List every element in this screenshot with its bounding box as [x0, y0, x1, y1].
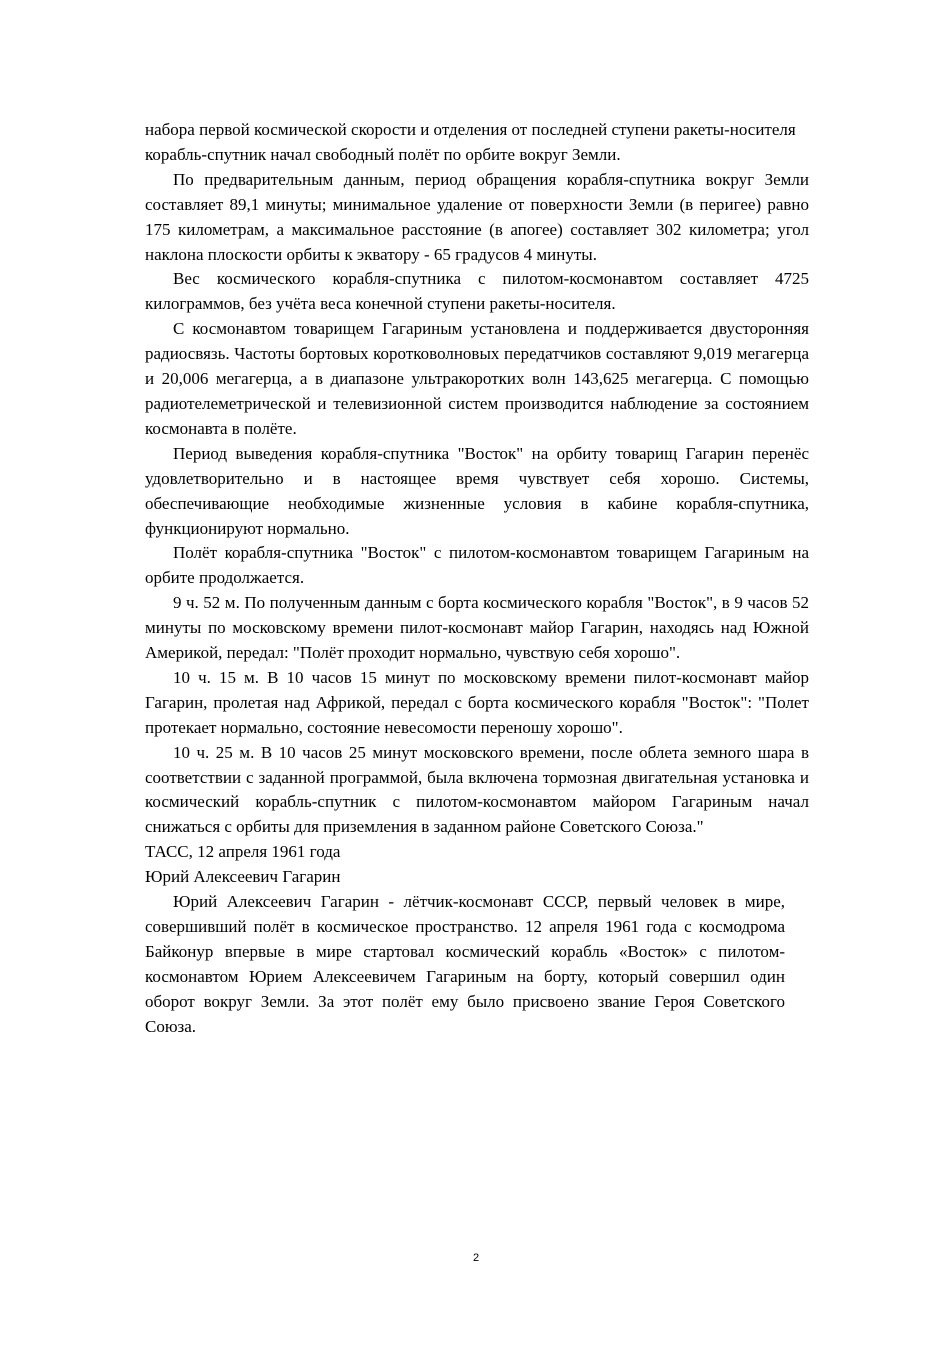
paragraph-report-1025: 10 ч. 25 м. В 10 часов 25 минут московского времени, после облета земного шара в соответствии с заданной программой, была включена тормозная двигательная установка и космический корабль-спутник с пилотом-космонавтом майором Гагариным начал снижаться с орбиты для приземления в заданном районе Советского Союза.": [145, 742, 809, 837]
paragraph-flight-continues: Полёт корабля-спутника "Восток" с пилотом-космонавтом товарищем Гагариным на орбите продолжается.: [145, 543, 809, 588]
biography-paragraph: Юрий Алексеевич Гагарин - лётчик-космонавт СССР, первый человек в мире, совершивший полёт в космическое пространство. 12 апреля 1961 года с космодрома Байконур впервые в мире стартовал космический корабль «Восток» с пилотом-космонавтом Юрием Алексеевичем Гагариным на борту, который совершил один оборот вокруг Земли. За этот полёт ему было присвоено звание Героя Советского Союза.: [145, 892, 785, 1036]
paragraph-report-1015: 10 ч. 15 м. В 10 часов 15 минут по московскому времени пилот-космонавт майор Гагарин, пролетая над Африкой, передал с борта космического корабля "Восток": "Полет протекает нормально, состояние невесомости переношу хорошо".: [145, 667, 809, 737]
paragraph-spacecraft-weight: Вес космического корабля-спутника с пилотом-космонавтом составляет 4725 килограммов, без учёта веса конечной ступени ракеты-носителя.: [145, 269, 809, 314]
paragraph-orbit-parameters: По предварительным данным, период обращения корабля-спутника вокруг Земли составляет 89,1 минуты; минимальное удаление от поверхности Земли (в перигее) равно 175 километрам, а максимальное расстояние (в апогее) составляет 302 километра; угол наклона плоскости орбиты к экватору - 65 градусов 4 минуты.: [145, 169, 809, 264]
page-number: 2: [472, 1252, 480, 1264]
paragraph-continuation: набора первой космической скорости и отделения от последней ступени ракеты-носителя корабль-спутник начал свободный полёт по орбите вокруг Земли.: [145, 120, 796, 164]
article-body: [145, 118, 809, 1040]
paragraph-report-0952: 9 ч. 52 м. По полученным данным с борта космического корабля "Восток", в 9 часов 52 минуты по московскому времени пилот-космонавт майор Гагарин, находясь над Южной Америкой, передал: "Полёт проходит нормально, чувствую себя хорошо".: [145, 593, 809, 663]
tass-signature: ТАСС, 12 апреля 1961 года: [145, 842, 341, 862]
paragraph-radio-communication: С космонавтом товарищем Гагариным установлена и поддерживается двусторонняя радиосвязь. Частоты бортовых коротковолновых передатчиков составляют 9,019 мегагерца и 20,006 мегагерца, а в диапазоне ультракоротких волн 143,625 мегагерца. С помощью радиотелеметрической и телевизионной систем производится наблюдение за состоянием космонавта в полёте.: [145, 319, 809, 438]
paragraph-cosmonaut-condition: Период выведения корабля-спутника "Восток" на орбиту товарищ Гагарин перенёс удовлетворительно и в настоящее время чувствует себя хорошо. Системы, обеспечивающие необходимые жизненные условия в кабине корабля-спутника, функционируют нормально.: [145, 443, 809, 538]
section-title: Юрий Алексеевич Гагарин: [145, 867, 341, 887]
